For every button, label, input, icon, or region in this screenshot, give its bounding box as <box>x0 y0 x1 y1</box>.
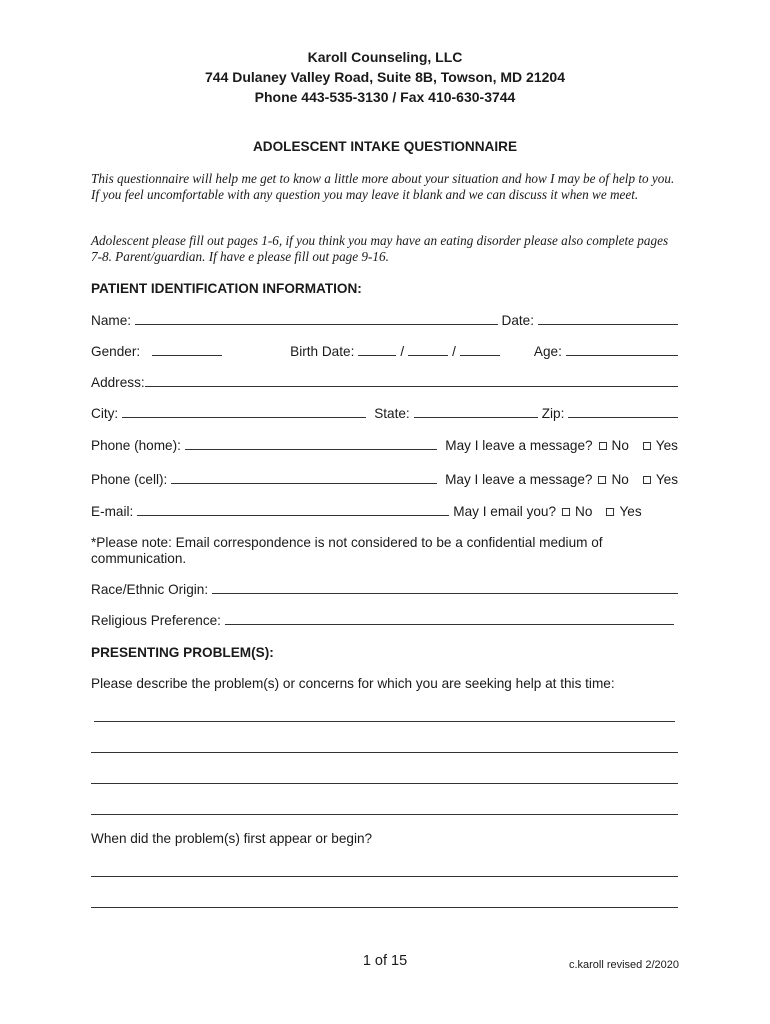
gender-birth-age-row <box>91 344 678 360</box>
address-label: Address: <box>91 375 145 390</box>
onset-answer-line[interactable] <box>91 907 678 908</box>
home-message-yes-label: Yes <box>655 438 678 453</box>
cell-message-no-checkbox[interactable] <box>598 476 606 484</box>
state-label: State: <box>374 406 410 421</box>
email-field[interactable] <box>137 514 449 516</box>
birth-year-field[interactable] <box>460 354 500 356</box>
zip-label: Zip: <box>541 406 565 421</box>
city-label: City: <box>91 406 119 421</box>
problem-answer-line[interactable] <box>91 752 678 753</box>
cell-message-yes-label: Yes <box>655 472 679 487</box>
patient-section-heading: PATIENT IDENTIFICATION INFORMATION: <box>91 281 362 296</box>
religion-field[interactable] <box>225 623 674 625</box>
age-label: Age: <box>533 344 562 359</box>
cell-message-question: May I leave a message? <box>445 472 593 487</box>
company-name: Karoll Counseling, LLC <box>307 49 463 65</box>
age-field[interactable] <box>566 354 678 356</box>
email-yes-label: Yes <box>619 504 642 519</box>
phone-home-label: Phone (home): <box>91 438 181 453</box>
name-label: Name: <box>91 313 132 328</box>
date-label: Date: <box>501 313 534 328</box>
birth-slash-1: / <box>400 344 405 359</box>
religion-row <box>91 613 678 629</box>
page-number: 1 of 15 <box>362 953 408 969</box>
onset-answer-line[interactable] <box>91 876 678 877</box>
problem-answer-line[interactable] <box>91 814 678 815</box>
phone-cell-field[interactable] <box>171 482 437 484</box>
name-field[interactable] <box>135 323 497 325</box>
email-no-checkbox[interactable] <box>562 508 570 516</box>
state-field[interactable] <box>414 416 538 418</box>
company-phone: Phone 443-535-3130 / Fax 410-630-3744 <box>254 89 516 105</box>
home-message-question: May I leave a message? <box>445 438 593 453</box>
home-message-no-checkbox[interactable] <box>599 442 607 450</box>
birth-month-field[interactable] <box>358 354 396 356</box>
phone-home-row <box>91 438 678 454</box>
form-title: ADOLESCENT INTAKE QUESTIONNAIRE <box>252 139 518 154</box>
email-label: E-mail: <box>91 504 134 519</box>
address-field[interactable] <box>145 385 678 387</box>
problem-onset-prompt: When did the problem(s) first appear or begin? <box>91 831 373 846</box>
email-row <box>91 504 678 520</box>
name-date-row <box>91 313 678 329</box>
email-note: *Please note: Email correspondence is not considered to be a confidential medium of communication. <box>91 535 603 566</box>
birth-slash-2: / <box>452 344 456 359</box>
birth-date-label: Birth Date: <box>290 344 355 359</box>
gender-label: Gender: <box>91 344 141 359</box>
revision-note: c.karoll revised 2/2020 <box>568 959 679 971</box>
race-label: Race/Ethnic Origin: <box>91 582 209 597</box>
describe-problem-prompt: Please describe the problem(s) or concerns for which you are seeking help at this time: <box>91 676 615 691</box>
cell-message-no-label: No <box>611 472 629 487</box>
email-no-label: No <box>575 504 593 519</box>
race-field[interactable] <box>212 592 678 594</box>
home-message-no-label: No <box>611 438 629 453</box>
problems-section-heading: PRESENTING PROBLEM(S): <box>91 645 274 660</box>
date-field[interactable] <box>538 323 678 325</box>
phone-home-field[interactable] <box>185 448 437 450</box>
gender-field[interactable] <box>152 354 222 356</box>
problem-answer-line[interactable] <box>94 721 675 722</box>
zip-field[interactable] <box>568 416 678 418</box>
cell-message-yes-checkbox[interactable] <box>643 476 651 484</box>
phone-cell-label: Phone (cell): <box>91 472 168 487</box>
company-address: 744 Dulaney Valley Road, Suite 8B, Towson, MD 21204 <box>205 69 565 85</box>
email-yes-checkbox[interactable] <box>606 508 614 516</box>
intro-text: This questionnaire will help me get to know a little more about your situation and how I may be of help to you. If you feel uncomfortable with any question you may leave it blank and we can discuss it when we meet. <box>91 171 675 202</box>
race-row <box>91 582 678 598</box>
birth-day-field[interactable] <box>408 354 448 356</box>
address-row <box>91 375 678 391</box>
home-message-yes-checkbox[interactable] <box>643 442 651 450</box>
email-question: May I email you? <box>453 504 557 519</box>
instructions-text: Adolescent please fill out pages 1-6, if you think you may have an eating disorder please also complete pages 7-8. Parent/guardian. If have e please fill out page 9-16. <box>91 233 669 264</box>
city-field[interactable] <box>122 416 366 418</box>
city-state-zip-row <box>91 406 678 422</box>
religion-label: Religious Preference: <box>91 613 221 628</box>
problem-answer-line[interactable] <box>91 783 678 784</box>
phone-cell-row <box>91 472 678 488</box>
